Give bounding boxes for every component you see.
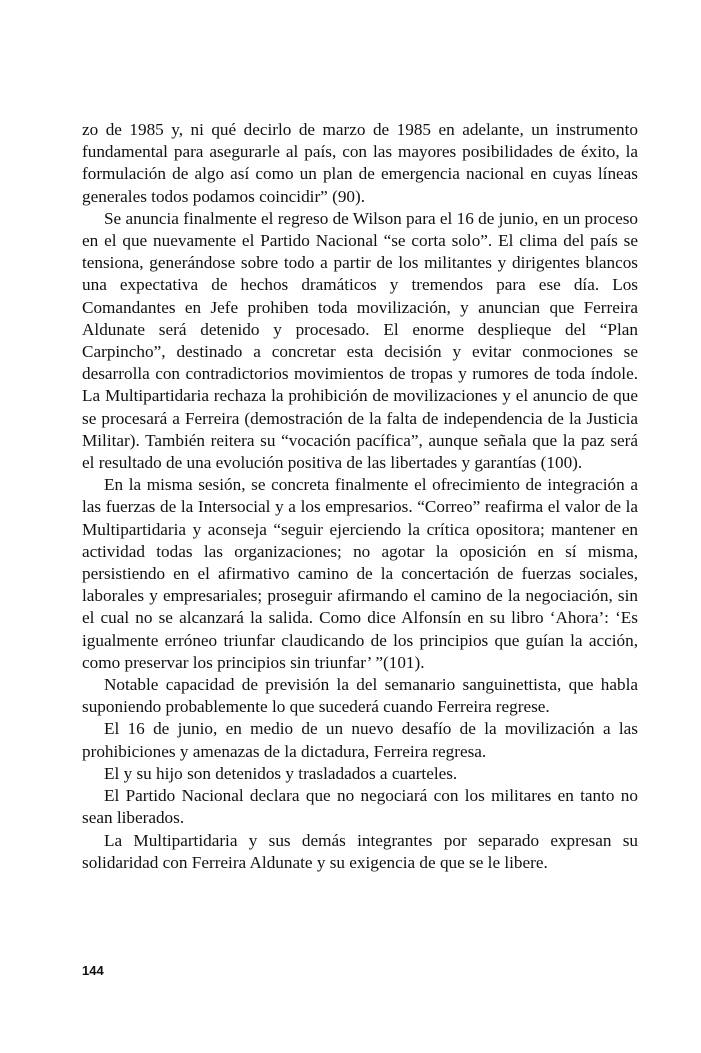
paragraph-4: Notable capacidad de previsión la del semanario sanguinettista, que habla suponiendo probablemente lo que sucederá cuando Ferreira regrese. bbox=[82, 675, 638, 717]
page-body bbox=[82, 119, 638, 874]
paragraph-6: El y su hijo son detenidos y trasladados a cuarteles. bbox=[104, 763, 458, 783]
paragraph-3: En la misma sesión, se concreta finalmente el ofrecimiento de integración a las fuerzas de la Intersocial y a los empresarios. “Correo” reafirma el valor de la Multipartidaria y aconseja “seguir ejerciendo la crítica opositora; mantener en actividad todas las organizaciones; no agotar la oposición en sí misma, persistiendo en el afirmativo camino de la concertación de fuerzas sociales, laborales y empresariales; proseguir afirmando el camino de la negociación, sin el cual no se alcanzará la salida. Como dice Alfonsín en su libro ‘Ahora’: ‘Es igualmente erróneo triunfar claudicando de los principios que guían la acción, como preservar los principios sin triunfar’ ”(101). bbox=[82, 475, 638, 672]
paragraph-2: Se anuncia finalmente el regreso de Wilson para el 16 de junio, en un proceso en el que nuevamente el Partido Nacional “se corta solo”. El clima del país se tensiona, generándose sobre todo a partir de los militantes y dirigentes blancos una expectativa de hechos dramáticos y tremendos para ese día. Los Comandantes en Jefe prohiben toda movilización, y anuncian que Ferreira Aldunate será detenido y procesado. El enorme desplieque del “Plan Carpincho”, destinado a concretar esta decisión y evitar conmociones se desarrolla con contradictorios movimientos de tropas y rumores de toda índole. La Multipartidaria rechaza la prohibición de movilizaciones y el anuncio de que se procesará a Ferreira (demostración de la falta de independencia de la Justicia Militar). También reitera su “vocación pacífica”, aunque señala que la paz será el resultado de una evolución positiva de las libertades y garantías (100). bbox=[82, 208, 639, 473]
paragraph-8: La Multipartidaria y sus demás integrantes por separado expresan su solidaridad con Ferreira Aldunate y su exigencia de que se le libere. bbox=[82, 830, 638, 872]
paragraph-7: El Partido Nacional declara que no negociará con los militares en tanto no sean liberados. bbox=[82, 786, 638, 828]
paragraph-5: El 16 de junio, en medio de un nuevo desafío de la movilización a las prohibiciones y amenazas de la dictadura, Ferreira regresa. bbox=[82, 719, 638, 761]
paragraph-1: zo de 1985 y, ni qué decirlo de marzo de 1985 en adelante, un instrumento fundamental para asegurarle al país, con las mayores posibilidades de éxito, la formulación de algo así como un plan de emergencia nacional en cuyas líneas generales todos podamos coincidir” (90). bbox=[82, 120, 638, 206]
page-number: 144 bbox=[82, 963, 104, 978]
